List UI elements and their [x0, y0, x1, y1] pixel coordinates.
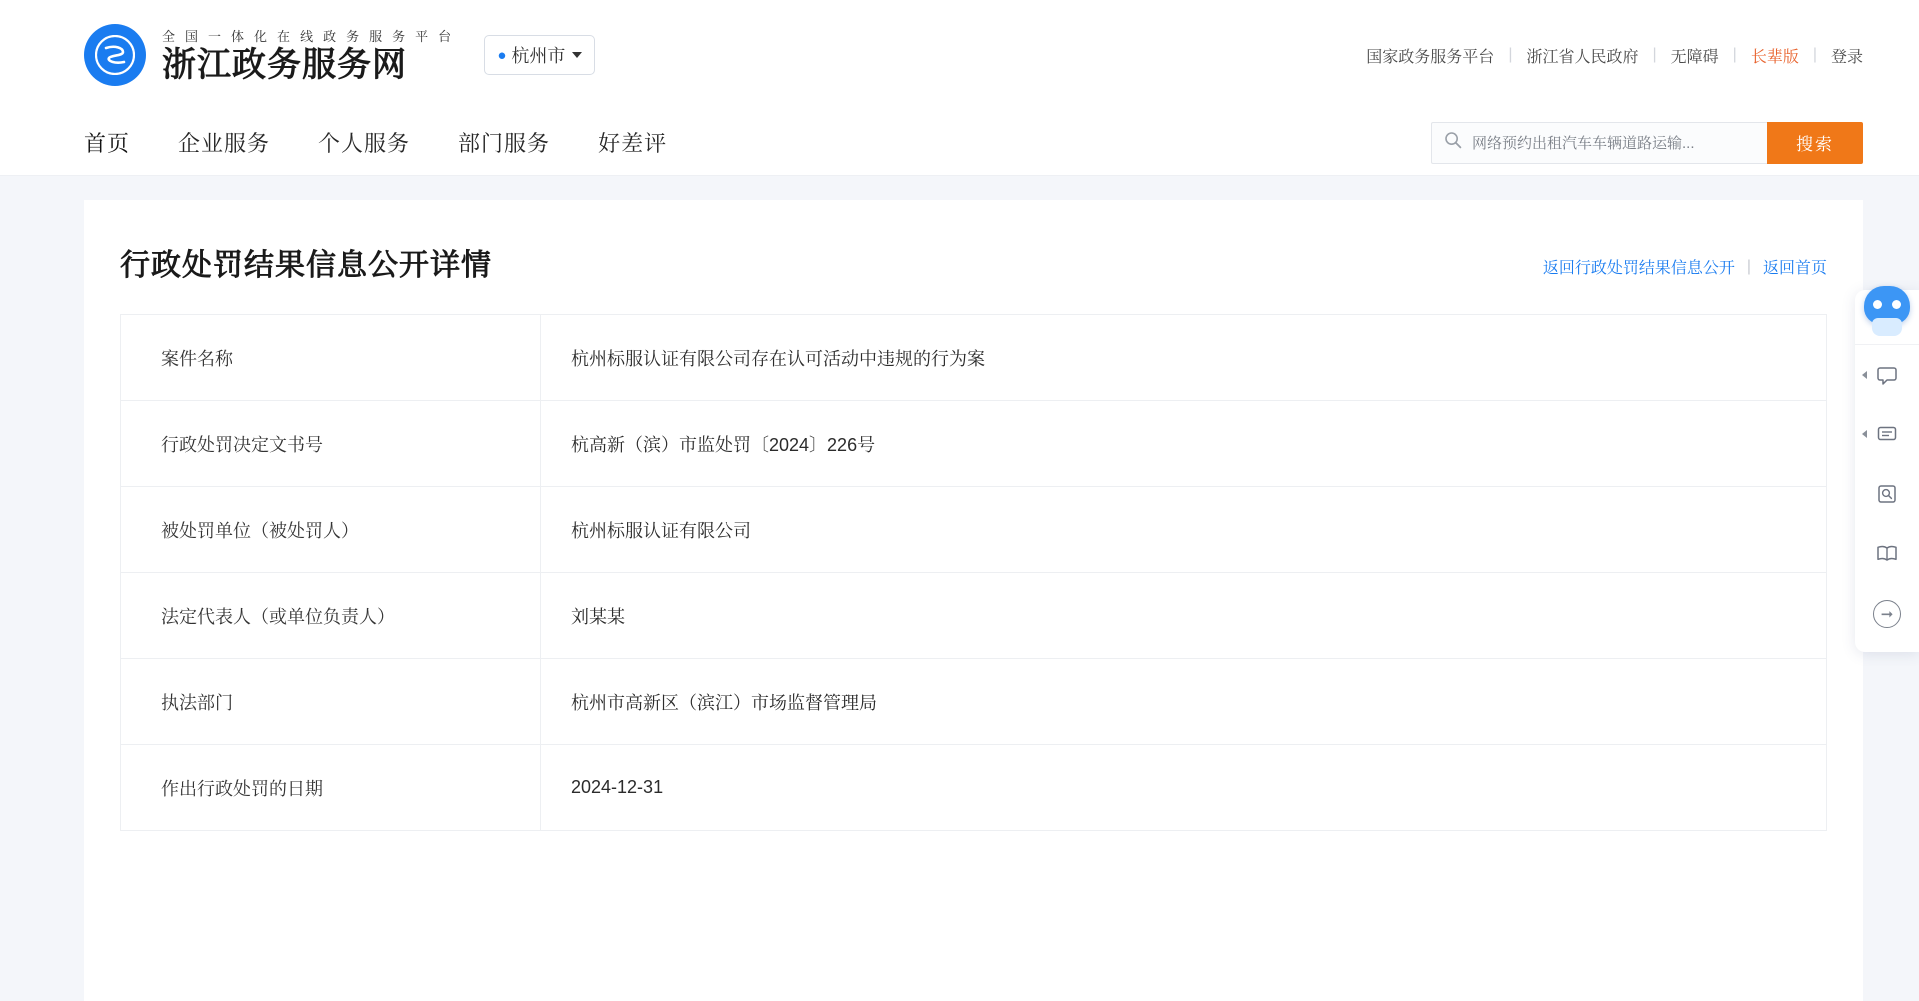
table-row [121, 659, 1827, 745]
search-input-wrapper[interactable] [1431, 122, 1767, 164]
link-provincial-government[interactable]: 浙江省人民政府 [1526, 48, 1639, 66]
link-separator: | [1746, 257, 1751, 275]
table-row [121, 487, 1827, 573]
chat-bubble-icon[interactable] [1855, 344, 1919, 404]
logo-subtitle: 全 国 一 体 化 在 线 政 务 服 务 平 台 [162, 29, 455, 45]
table-row [121, 745, 1827, 831]
detail-header-links [1543, 255, 1827, 284]
nav-item-home[interactable]: 首页 [84, 131, 131, 156]
detail-card [84, 200, 1863, 1001]
logo-title: 浙江政务服务网 [162, 46, 407, 85]
row-label: 作出行政处罚的日期 [121, 745, 541, 831]
arrow-right-circle-icon[interactable]: ➞ [1855, 584, 1919, 644]
header-utility-links [1366, 44, 1863, 67]
search-button[interactable]: 搜索 [1767, 122, 1863, 164]
table-row [121, 573, 1827, 659]
table-row [121, 401, 1827, 487]
chevron-down-icon [572, 52, 582, 58]
row-label: 行政处罚决定文书号 [121, 401, 541, 487]
row-value: 杭州市高新区（滨江）市场监督管理局 [541, 659, 1827, 745]
zhejiang-logo-icon [84, 24, 146, 86]
table-row [121, 315, 1827, 401]
search-input[interactable] [1472, 134, 1755, 151]
left-arrow-tick-icon [1862, 430, 1867, 438]
search-page-icon[interactable] [1855, 464, 1919, 524]
page-title: 行政处罚结果信息公开详情 [120, 249, 492, 282]
book-icon[interactable] [1855, 524, 1919, 584]
detail-card-header [120, 240, 1827, 314]
nav-item-list [84, 127, 667, 158]
link-national-platform[interactable]: 国家政务服务平台 [1366, 48, 1495, 66]
site-header [0, 0, 1919, 110]
page-body [0, 176, 1919, 1001]
search-icon [1444, 131, 1462, 154]
link-accessibility[interactable]: 无障碍 [1670, 48, 1719, 66]
row-value: 2024-12-31 [541, 745, 1827, 831]
row-value: 杭高新（滨）市监处罚〔2024〕226号 [541, 401, 1827, 487]
nav-item-reviews[interactable]: 好差评 [598, 131, 668, 156]
row-value: 刘某某 [541, 573, 1827, 659]
city-selector[interactable] [484, 35, 595, 75]
link-separator: | [1652, 46, 1657, 63]
link-separator: | [1812, 46, 1817, 63]
left-arrow-tick-icon [1862, 371, 1867, 379]
floating-side-toolbar [1855, 290, 1919, 652]
link-separator: | [1508, 46, 1513, 63]
nav-item-enterprise-services[interactable]: 企业服务 [178, 131, 271, 156]
search-bar [1431, 122, 1863, 164]
site-logo[interactable] [84, 24, 454, 86]
row-value: 杭州标服认证有限公司 [541, 487, 1827, 573]
penalty-detail-table [120, 314, 1827, 831]
row-value: 杭州标服认证有限公司存在认可活动中违规的行为案 [541, 315, 1827, 401]
link-login[interactable]: 登录 [1830, 48, 1863, 66]
message-box-icon[interactable] [1855, 404, 1919, 464]
row-label: 法定代表人（或单位负责人） [121, 573, 541, 659]
nav-item-personal-services[interactable]: 个人服务 [318, 131, 411, 156]
row-label: 案件名称 [121, 315, 541, 401]
robot-assistant-icon[interactable] [1855, 266, 1919, 344]
city-selector-label: 杭州市 [511, 46, 566, 66]
link-elder-mode[interactable]: 长辈版 [1750, 48, 1799, 66]
main-navigation [0, 110, 1919, 176]
back-to-home-link[interactable]: 返回首页 [1762, 260, 1827, 277]
row-label: 执法部门 [121, 659, 541, 745]
nav-item-department-services[interactable]: 部门服务 [458, 131, 551, 156]
link-separator: | [1732, 46, 1737, 63]
back-to-list-link[interactable]: 返回行政处罚结果信息公开 [1542, 260, 1735, 277]
location-pin-icon: ● [497, 46, 507, 64]
row-label: 被处罚单位（被处罚人） [121, 487, 541, 573]
